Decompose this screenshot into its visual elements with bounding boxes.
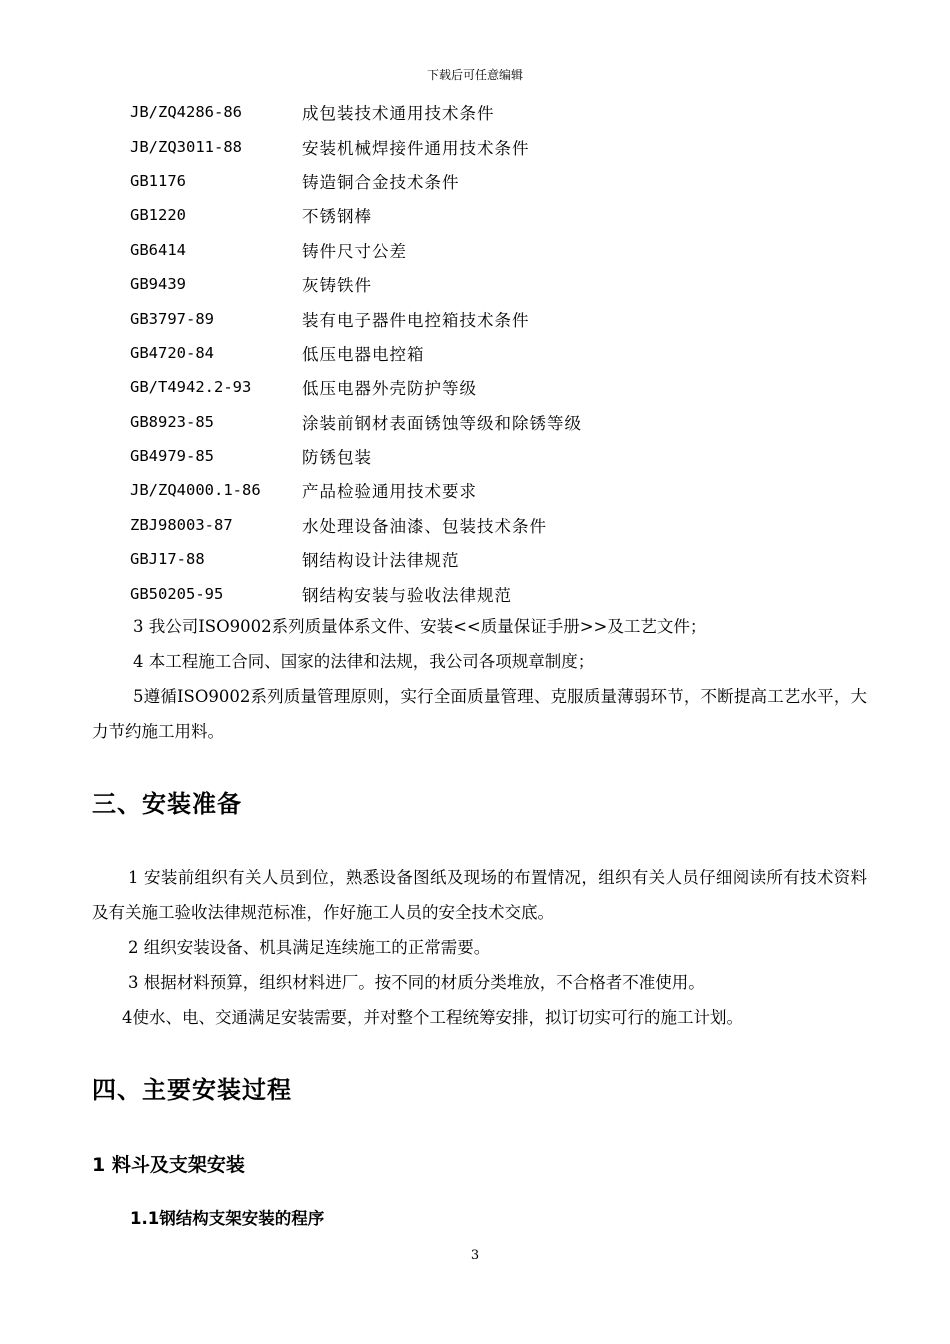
standard-row — [130, 95, 582, 129]
basis-item: 3 我公司ISO9002系列质量体系文件、安装<<质量保证手册>>及工艺文件； — [133, 617, 707, 636]
standard-code: GB4720-84 — [130, 343, 214, 362]
standard-row — [130, 473, 582, 507]
standard-code: GB4979-85 — [130, 447, 214, 466]
standard-code: GBJ17-88 — [130, 550, 205, 569]
standard-row — [130, 405, 582, 439]
standard-name: 钢结构安装与验收法律规范 — [302, 585, 512, 605]
standard-row — [130, 301, 582, 335]
standard-code: GB6414 — [130, 240, 186, 259]
standard-name: 钢结构设计法律规范 — [302, 551, 460, 571]
standard-name: 低压电器电控箱 — [302, 344, 425, 364]
subsubsection-heading: 1.1钢结构支架安装的程序 — [130, 1209, 325, 1228]
standard-code: JB/ZQ3011-88 — [130, 137, 242, 156]
standard-row — [130, 439, 582, 473]
standard-code: GB3797-89 — [130, 309, 214, 328]
standard-row — [130, 370, 582, 404]
standard-name: 涂装前钢材表面锈蚀等级和除锈等级 — [302, 413, 582, 433]
standard-row — [130, 233, 582, 267]
standard-row — [130, 336, 582, 370]
page-number: 3 — [470, 1248, 480, 1263]
standard-row — [130, 508, 582, 542]
standard-code: GB50205-95 — [130, 584, 224, 603]
standard-code: GB/T4942.2-93 — [130, 378, 252, 397]
standard-row — [130, 576, 582, 610]
page-header-note: 下载后可任意编辑 — [426, 68, 523, 82]
standard-code: GB1220 — [130, 206, 186, 225]
standard-row — [130, 129, 582, 163]
prep-item: 4使水、电、交通满足安装需要，并对整个工程统筹安排，拟订切实可行的施工计划。 — [122, 1008, 743, 1027]
basis-item: 4 本工程施工合同、国家的法律和法规，我公司各项规章制度； — [133, 652, 595, 671]
basis-item: 5遵循ISO9002系列质量管理原则，实行全面质量管理、克服质量薄弱环节，不断提高工艺水平，大力节约施工用料。 — [92, 687, 867, 741]
standard-name: 灰铸铁件 — [302, 276, 372, 296]
standard-name: 装有电子器件电控箱技术条件 — [302, 310, 530, 330]
standard-name: 不锈钢棒 — [302, 207, 372, 227]
standard-name: 安装机械焊接件通用技术条件 — [302, 138, 530, 158]
standard-code: JB/ZQ4000.1-86 — [130, 481, 261, 500]
section-heading: 四、主要安装过程 — [92, 1076, 292, 1104]
prep-item: 2 组织安装设备、机具满足连续施工的正常需要。 — [128, 938, 491, 957]
standard-code: JB/ZQ4286-86 — [130, 103, 242, 122]
prep-item: 1 安装前组织有关人员到位，熟悉设备图纸及现场的布置情况，组织有关人员仔细阅读所有技术资料及有关施工验收法律规范标准，作好施工人员的安全技术交底。 — [92, 868, 867, 922]
standard-code: GB9439 — [130, 275, 186, 294]
standard-name: 铸件尺寸公差 — [302, 241, 407, 261]
standard-row — [130, 198, 582, 232]
standard-row — [130, 542, 582, 576]
standard-name: 成包装技术通用技术条件 — [302, 104, 495, 124]
subsection-heading: 1 料斗及支架安装 — [92, 1154, 245, 1176]
standards-list — [130, 95, 582, 611]
standard-code: ZBJ98003-87 — [130, 515, 233, 534]
section-heading: 三、安装准备 — [92, 790, 242, 818]
standard-name: 铸造铜合金技术条件 — [302, 172, 460, 192]
standard-row — [130, 267, 582, 301]
standard-code: GB8923-85 — [130, 412, 214, 431]
standard-name: 水处理设备油漆、包装技术条件 — [302, 516, 547, 536]
standard-code: GB1176 — [130, 171, 186, 190]
standard-name: 产品检验通用技术要求 — [302, 482, 477, 502]
standard-name: 低压电器外壳防护等级 — [302, 379, 477, 399]
standard-row — [130, 164, 582, 198]
prep-item: 3 根据材料预算，组织材料进厂。按不同的材质分类堆放，不合格者不准使用。 — [128, 973, 705, 992]
standard-name: 防锈包装 — [302, 448, 372, 468]
